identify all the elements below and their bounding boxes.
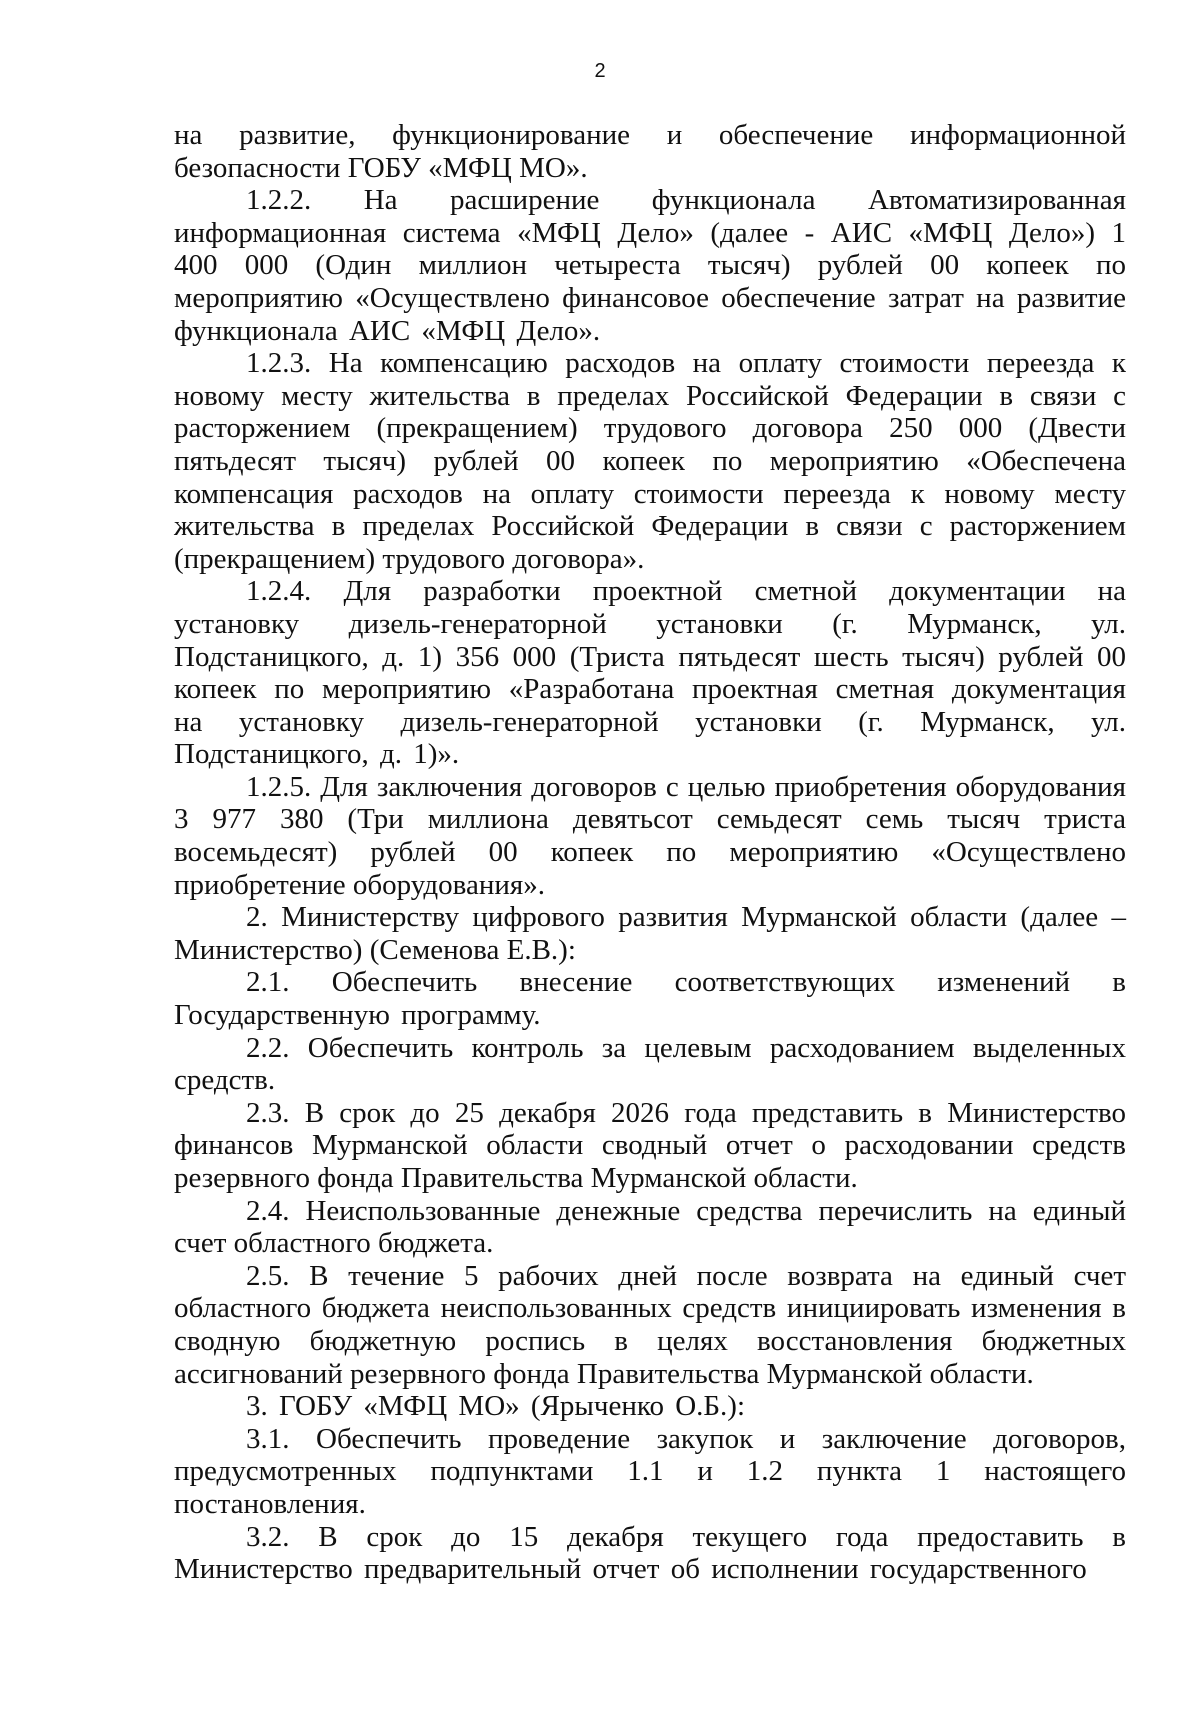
paragraph-3-1: 3.1. Обеспечить проведение закупок и заключение договоров, предусмотренных подпунктами 1.1 и 1.2 пункта 1 настоящего постановления. xyxy=(174,1422,1126,1520)
paragraph-1-2-4: 1.2.4. Для разработки проектной сметной документации на установку дизель-генераторной установки (г. Мурманск, ул. Подстаницкого, д. 1) 356 000 (Триста пятьдесят шесть тысяч) рублей 00 копеек по мероприятию «Разработана проектная сметная документация на установку дизель-генераторной установки (г. Мурманск, ул. Подстаницкого, д. 1)». xyxy=(174,575,1126,771)
paragraph-continuation: на развитие, функционирование и обеспечение информационной безопасности ГОБУ «МФЦ МО». xyxy=(174,119,1126,184)
paragraph-2-5: 2.5. В течение 5 рабочих дней после возврата на единый счет областного бюджета неиспользованных средств инициировать изменения в сводную бюджетную роспись в целях восстановления бюджетных ассигнований резервного фонда Правительства Мурманской области. xyxy=(174,1259,1126,1390)
paragraph-1-2-2: 1.2.2. На расширение функционала Автоматизированная информационная система «МФЦ Дело» (далее - АИС «МФЦ Дело») 1 400 000 (Один миллион четыреста тысяч) рублей 00 копеек по мероприятию «Осуществлено финансовое обеспечение затрат на развитие функционала АИС «МФЦ Дело». xyxy=(174,184,1126,347)
document-body xyxy=(174,119,1126,1586)
paragraph-2-3: 2.3. В срок до 25 декабря 2026 года представить в Министерство финансов Мурманской области сводный отчет о расходовании средств резервного фонда Правительства Мурманской области. xyxy=(174,1096,1126,1194)
page-number: 2 xyxy=(594,60,606,82)
paragraph-3: 3. ГОБУ «МФЦ МО» (Ярыченко О.Б.): xyxy=(246,1390,746,1423)
paragraph-2-1: 2.1. Обеспечить внесение соответствующих изменений в Государственную программу. xyxy=(174,966,1126,1032)
paragraph-1-2-3: 1.2.3. На компенсацию расходов на оплату стоимости переезда к новому месту жительства в пределах Российской Федерации в связи с расторжением (прекращением) трудового договора 250 000 (Двести пятьдесят тысяч) рублей 00 копеек по мероприятию «Обеспечена компенсация расходов на оплату стоимости переезда к новому месту жительства в пределах Российской Федерации в связи с расторжением (прекращением) трудового договора». xyxy=(174,347,1126,575)
paragraph-2-4: 2.4. Неиспользованные денежные средства перечислить на единый счет областного бюджета. xyxy=(174,1194,1126,1260)
paragraph-2: 2. Министерству цифрового развития Мурманской области (далее – Министерство) (Семенова Е.В.): xyxy=(174,901,1126,966)
paragraph-3-2: 3.2. В срок до 15 декабря текущего года предоставить в Министерство предварительный отчет об исполнении государственного xyxy=(174,1520,1126,1586)
paragraph-1-2-5: 1.2.5. Для заключения договоров с целью приобретения оборудования 3 977 380 (Три миллиона девятьсот семьдесят семь тысяч триста восемьдесят) рублей 00 копеек по мероприятию «Осуществлено приобретение оборудования». xyxy=(174,770,1126,901)
paragraph-2-2: 2.2. Обеспечить контроль за целевым расходованием выделенных средств. xyxy=(174,1031,1126,1097)
